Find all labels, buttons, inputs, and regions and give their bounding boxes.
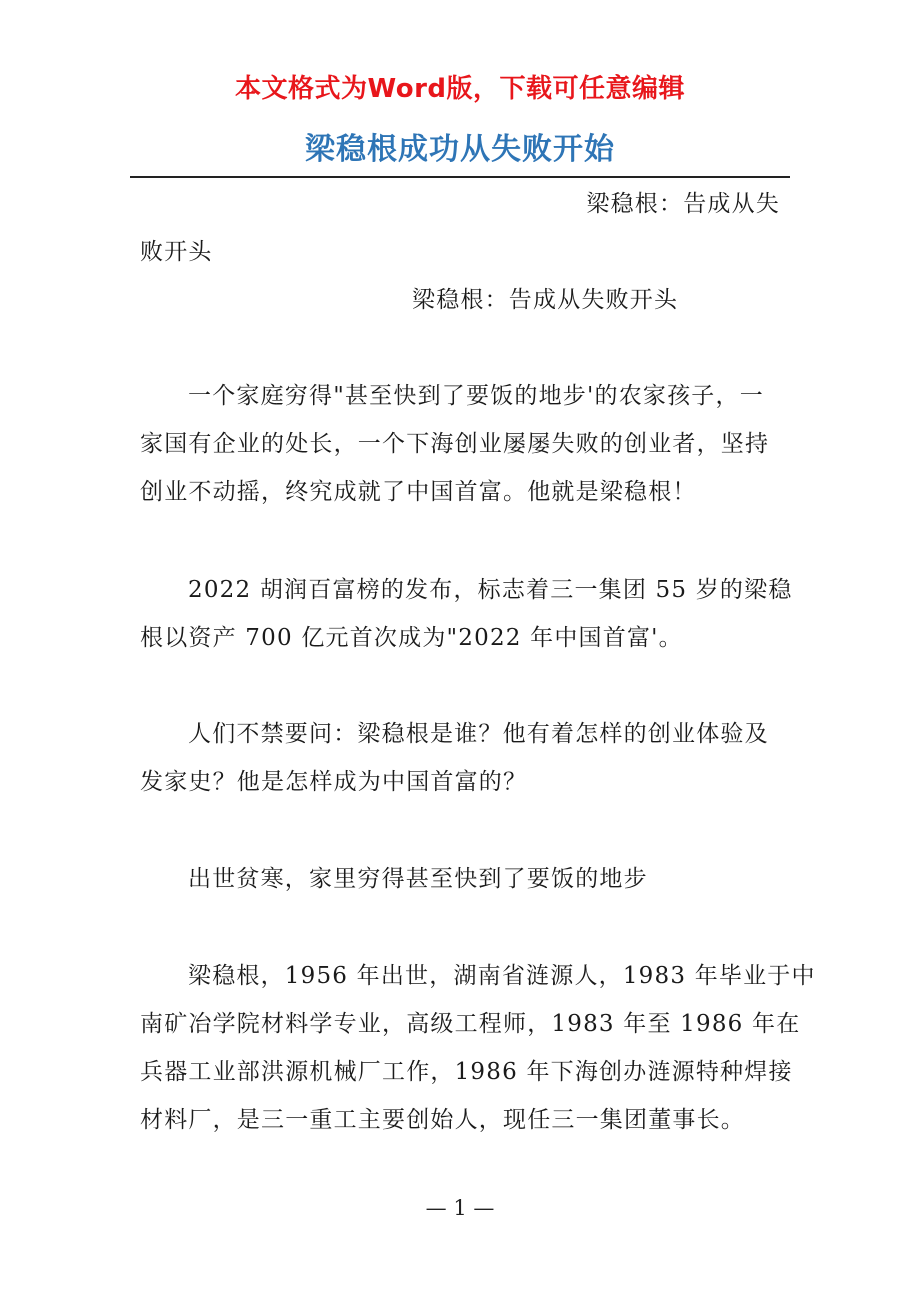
paragraph-line: 创业不动摇，终究成就了中国首富。他就是梁稳根！ xyxy=(140,479,697,505)
subtitle-line-1: 梁稳根：告成从失 xyxy=(586,191,780,217)
paragraph-line: 2022 胡润百富榜的发布，标志着三一集团 55 岁的梁稳 xyxy=(188,577,793,603)
subtitle-line-2: 败开头 xyxy=(140,239,213,265)
subtitle-block xyxy=(140,180,780,324)
paragraph-5 xyxy=(140,952,816,1144)
document-title: 梁稳根成功从失败开始 xyxy=(305,132,615,167)
section-heading xyxy=(140,855,780,903)
paragraph-line: 一个家庭穷得"甚至快到了要饭的地步'的农家孩子，一 xyxy=(188,383,764,409)
paragraph-line: 发家史？他是怎样成为中国首富的？ xyxy=(140,769,528,795)
paragraph-line: 南矿冶学院材料学专业，高级工程师，1983 年至 1986 年在 xyxy=(140,1011,801,1037)
paragraph-line: 兵器工业部洪源机械厂工作，1986 年下海创办涟源特种焊接 xyxy=(140,1059,793,1085)
title-divider xyxy=(130,176,790,178)
paragraph-line: 梁稳根，1956 年出世，湖南省涟源人，1983 年毕业于中 xyxy=(188,963,816,989)
paragraph-line: 出世贫寒，家里穷得甚至快到了要饭的地步 xyxy=(188,866,648,892)
paragraph-line: 人们不禁要问：梁稳根是谁？他有着怎样的创业体验及 xyxy=(188,721,769,747)
subtitle-repeat: 梁稳根：告成从失败开头 xyxy=(412,287,679,313)
paragraph-line: 材料厂，是三一重工主要创始人，现任三一集团董事长。 xyxy=(140,1107,745,1133)
page-number: — 1 — xyxy=(425,1196,495,1220)
paragraph-3 xyxy=(140,710,780,806)
paragraph-2 xyxy=(140,566,793,662)
paragraph-line: 根以资产 700 亿元首次成为"2022 年中国首富'。 xyxy=(140,625,683,651)
format-banner: 本文格式为Word版，下载可任意编辑 xyxy=(234,74,686,104)
paragraph-1 xyxy=(140,372,780,516)
paragraph-line: 家国有企业的处长，一个下海创业屡屡失败的创业者，坚持 xyxy=(140,431,770,457)
